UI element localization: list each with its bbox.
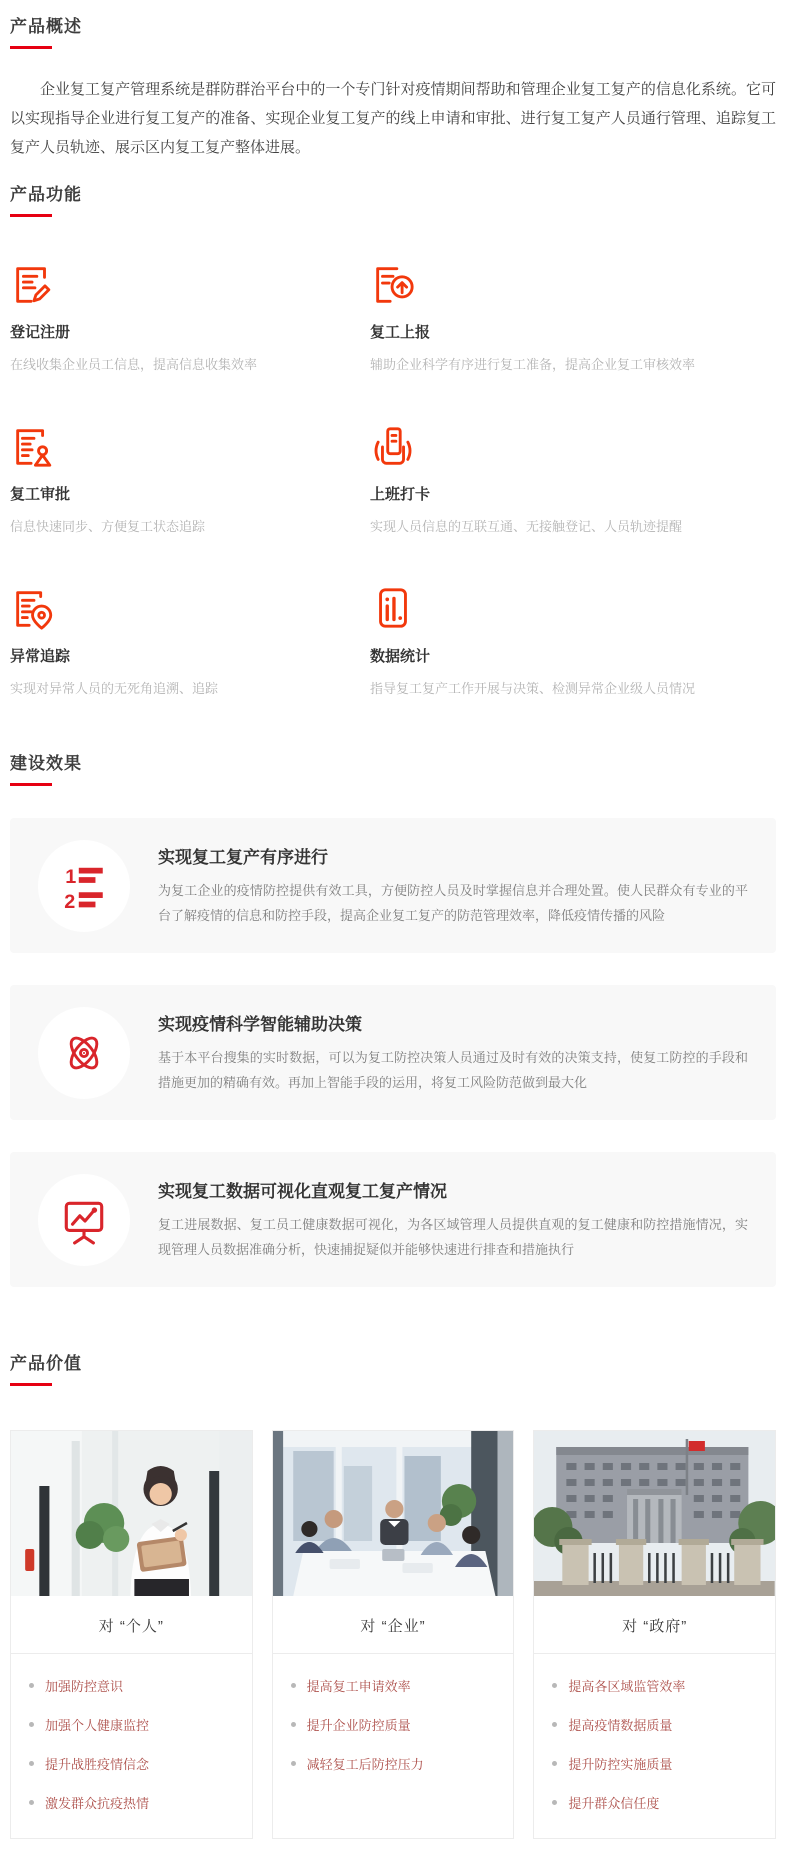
list-item: 提高疫情数据质量	[552, 1705, 757, 1744]
feature-item-statistics	[370, 585, 776, 697]
report-upload-icon	[370, 261, 416, 307]
effect-title: 实现疫情科学智能辅助决策	[158, 1015, 362, 1034]
section-title-overview: 产品概述	[10, 17, 82, 36]
red-underline	[10, 46, 52, 49]
bar-chart-icon	[370, 585, 416, 631]
location-track-icon	[10, 585, 56, 631]
list-item: 提升群众信任度	[552, 1783, 757, 1822]
overview-paragraph: 企业复工复产管理系统是群防群治平台中的一个专门针对疫情期间帮助和管理企业复工复产的信息化系统。它可以实现指导企业进行复工复产的准备、实现企业复工复产的线上申请和审批、进行复工复产人员通行管理、追踪复工复产人员轨迹、展示区内复工复产整体进展。	[10, 81, 776, 156]
approval-person-icon	[10, 423, 56, 469]
bullet-dot	[552, 1683, 557, 1688]
list-item: 减轻复工后防控压力	[291, 1744, 496, 1783]
section-overview	[10, 12, 776, 162]
section-title-values: 产品价值	[10, 1354, 82, 1373]
list-item: 提高复工申请效率	[291, 1666, 496, 1705]
businesswoman-office-photo	[11, 1431, 252, 1596]
feature-desc: 指导复工复产工作开展与决策、检测异常企业级人员情况	[370, 681, 696, 696]
value-cards-row	[10, 1430, 776, 1839]
effect-title: 实现复工数据可视化直观复工复产情况	[158, 1182, 447, 1201]
svg-text:1: 1	[65, 865, 77, 888]
list-item: 提升战胜疫情信念	[29, 1744, 234, 1783]
red-underline	[10, 214, 52, 217]
feature-title: 异常追踪	[10, 648, 71, 665]
section-values	[10, 1349, 776, 1839]
feature-title: 复工审批	[10, 486, 71, 503]
effect-desc: 为复工企业的疫情防控提供有效工具，方便防控人员及时掌握信息并合理处置。使人民群众有专业的平台了解疫情的信息和防控手段，提高企业复工复产的防范管理效率，降低疫情传播的风险	[158, 883, 748, 923]
effect-title: 实现复工复产有序进行	[158, 848, 328, 867]
red-underline	[10, 783, 52, 786]
value-card-title: 对 “政府”	[534, 1596, 775, 1654]
value-card-title: 对 “个人”	[11, 1596, 252, 1654]
value-list	[273, 1654, 514, 1799]
list-item: 加强防控意识	[29, 1666, 234, 1705]
chart-board-icon	[38, 1174, 130, 1266]
bullet-dot	[291, 1722, 296, 1727]
section-effects	[10, 749, 776, 1287]
feature-desc: 辅助企业科学有序进行复工准备，提高企业复工审核效率	[370, 357, 696, 372]
feature-item-approval	[10, 423, 370, 535]
government-building-photo	[534, 1431, 775, 1596]
section-features	[10, 180, 776, 697]
bullet-dot	[29, 1683, 34, 1688]
list-item: 提升企业防控质量	[291, 1705, 496, 1744]
value-card-title: 对 “企业”	[273, 1596, 514, 1654]
value-card-individual	[10, 1430, 253, 1839]
feature-item-report	[370, 261, 776, 373]
section-title-features: 产品功能	[10, 185, 82, 204]
meeting-room-photo	[273, 1431, 514, 1596]
feature-desc: 实现对异常人员的无死角追溯、追踪	[10, 681, 219, 696]
feature-title: 登记注册	[10, 324, 71, 341]
feature-title: 复工上报	[370, 324, 431, 341]
bullet-dot	[29, 1761, 34, 1766]
atom-icon	[38, 1007, 130, 1099]
list-item: 激发群众抗疫热情	[29, 1783, 234, 1822]
ordered-list-icon	[38, 840, 130, 932]
bullet-dot	[552, 1800, 557, 1805]
value-card-government	[533, 1430, 776, 1839]
list-item: 加强个人健康监控	[29, 1705, 234, 1744]
feature-item-register	[10, 261, 370, 373]
bullet-dot	[552, 1761, 557, 1766]
effect-desc: 基于本平台搜集的实时数据，可以为复工防控决策人员通过及时有效的决策支持，使复工防控的手段和措施更加的精确有效。再加上智能手段的运用，将复工风险防范做到最大化	[158, 1050, 748, 1090]
svg-text:2: 2	[64, 890, 76, 911]
feature-item-tracking	[10, 585, 370, 697]
feature-desc: 信息快速同步、方便复工状态追踪	[10, 519, 206, 534]
feature-grid	[10, 261, 776, 697]
list-item: 提升防控实施质量	[552, 1744, 757, 1783]
feature-desc: 在线收集企业员工信息，提高信息收集效率	[10, 357, 258, 372]
value-card-enterprise	[272, 1430, 515, 1839]
effect-card-visualization	[10, 1152, 776, 1287]
punch-clock-icon	[370, 423, 416, 469]
effect-card-orderly	[10, 818, 776, 953]
effect-desc: 复工进展数据、复工员工健康数据可视化，为各区域管理人员提供直观的复工健康和防控措施情况，实现管理人员数据准确分析，快速捕捉疑似并能够快速进行排查和措施执行	[158, 1217, 748, 1257]
register-edit-icon	[10, 261, 56, 307]
bullet-dot	[291, 1761, 296, 1766]
feature-title: 数据统计	[370, 648, 431, 665]
effect-card-smart-decision	[10, 985, 776, 1120]
feature-desc: 实现人员信息的互联互通、无接触登记、人员轨迹提醒	[370, 519, 683, 534]
value-list	[11, 1654, 252, 1838]
red-underline	[10, 1383, 52, 1386]
list-item: 提高各区域监管效率	[552, 1666, 757, 1705]
bullet-dot	[552, 1722, 557, 1727]
bullet-dot	[29, 1722, 34, 1727]
section-title-effects: 建设效果	[10, 754, 82, 773]
bullet-dot	[291, 1683, 296, 1688]
feature-item-punch	[370, 423, 776, 535]
feature-title: 上班打卡	[370, 486, 431, 503]
value-list	[534, 1654, 775, 1838]
bullet-dot	[29, 1800, 34, 1805]
